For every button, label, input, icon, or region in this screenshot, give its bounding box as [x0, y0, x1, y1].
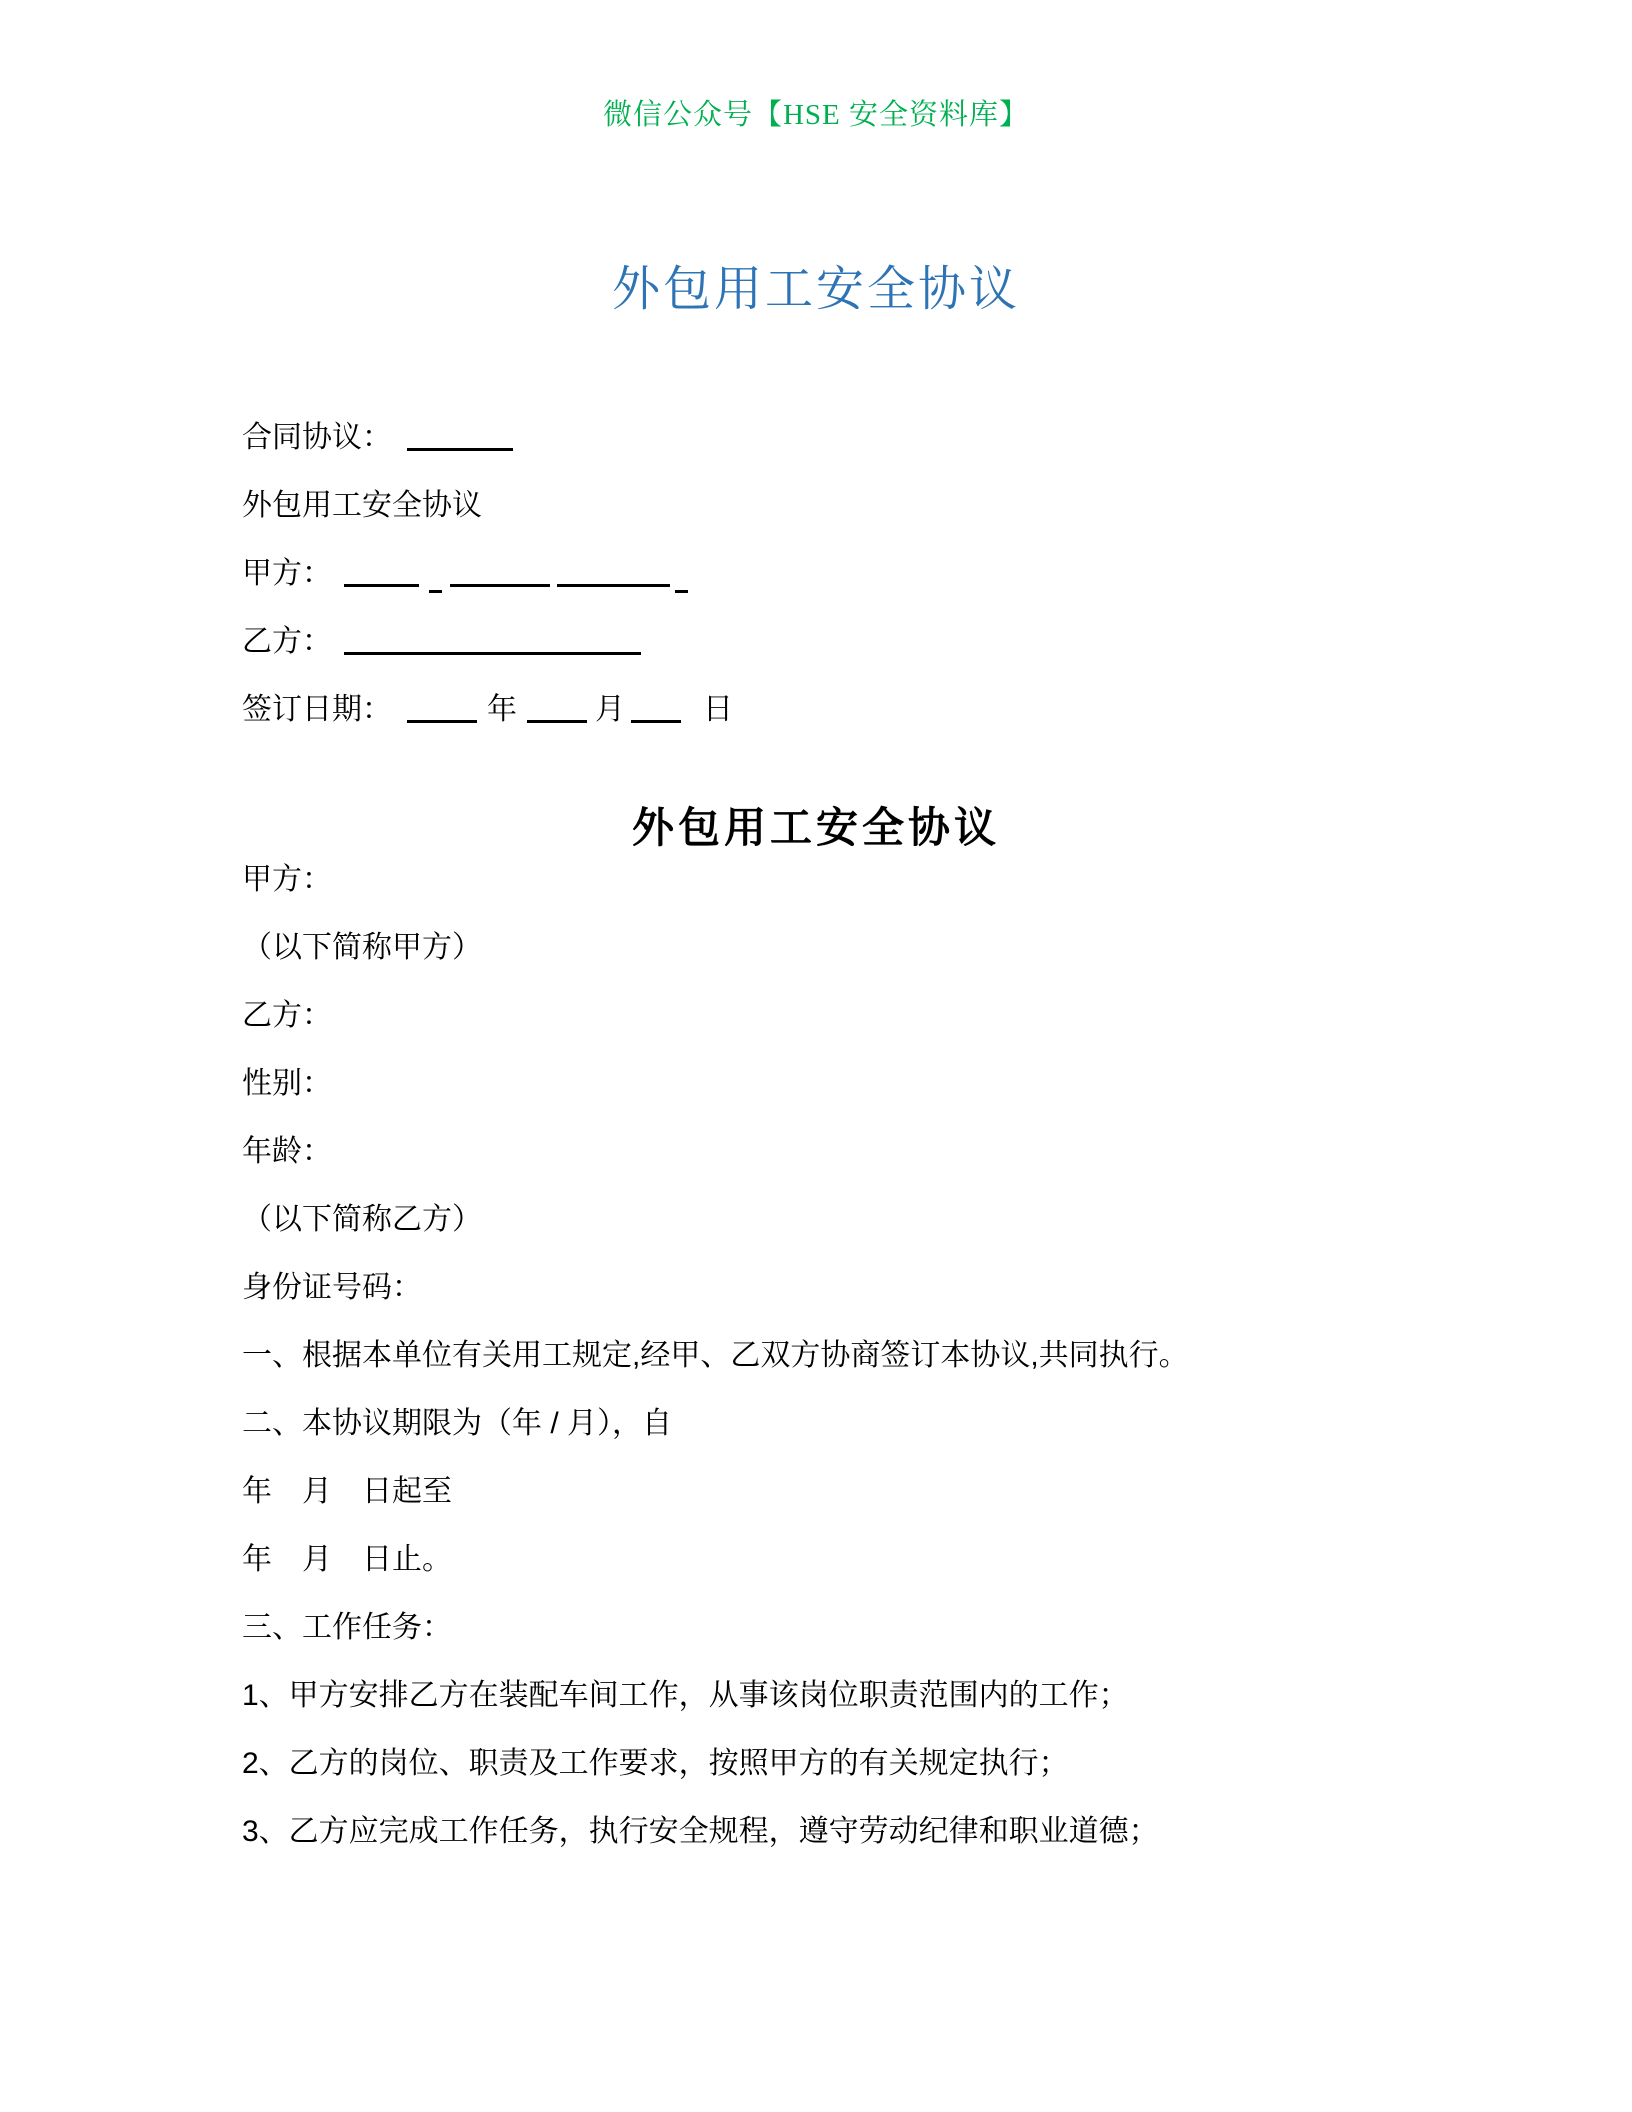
- blank-underline: [407, 448, 513, 451]
- age-field-line: 年龄：: [242, 1135, 332, 1168]
- task-item-1-line: 1、甲方安排乙方在装配车间工作，从事该岗位职责范围内的工作；: [242, 1679, 1129, 1712]
- id-number-field-line: 身份证号码：: [242, 1271, 422, 1304]
- body-block: [242, 846, 1572, 1866]
- blank-underline: [675, 590, 688, 593]
- party-a-alias-line: （以下简称甲方）: [242, 931, 482, 964]
- date-from-line: 年 月 日起至: [242, 1475, 452, 1508]
- task-item-3-line: 3、乙方应完成工作任务，执行安全规程，遵守劳动纪律和职业道德；: [242, 1815, 1159, 1848]
- party-b-line: [242, 608, 733, 676]
- blank-underline: [407, 720, 477, 723]
- clause-3-line: 三、工作任务：: [242, 1611, 452, 1644]
- blank-underline: [557, 584, 670, 587]
- party-b-field-line: 乙方：: [242, 999, 332, 1032]
- blank-underline: [450, 584, 550, 587]
- blank-underline: [631, 720, 681, 723]
- day-label: 日: [703, 693, 733, 726]
- sign-date-label: 签订日期：: [242, 693, 392, 726]
- document-title: 外包用工安全协议: [611, 263, 1020, 316]
- clause-1-line: 一、根据本单位有关用工规定,经甲、乙双方协商签订本协议,共同执行。: [242, 1339, 1189, 1372]
- blank-underline: [344, 652, 641, 655]
- party-b-label: 乙方：: [242, 625, 332, 658]
- intro-block: [242, 404, 733, 744]
- month-label: 月: [595, 693, 625, 726]
- contract-agreement-label: 合同协议：: [242, 421, 392, 454]
- gender-field-line: 性别：: [242, 1067, 332, 1100]
- wechat-account-header: 微信公众号【HSE 安全资料库】: [602, 99, 1030, 131]
- intro-subtitle-line: [242, 472, 733, 540]
- blank-underline: [429, 590, 442, 593]
- year-label: 年: [487, 693, 517, 726]
- clause-2-line: 二、本协议期限为（年 / 月），自: [242, 1407, 673, 1440]
- party-a-label: 甲方：: [242, 557, 332, 590]
- section-heading: 外包用工安全协议: [631, 806, 1000, 852]
- intro-subtitle: 外包用工安全协议: [242, 489, 482, 522]
- party-a-field-line: 甲方：: [242, 863, 332, 896]
- blank-underline: [527, 720, 587, 723]
- task-item-2-line: 2、乙方的岗位、职责及工作要求，按照甲方的有关规定执行；: [242, 1747, 1069, 1780]
- date-to-line: 年 月 日止。: [242, 1543, 452, 1576]
- sign-date-line: [242, 676, 733, 744]
- party-b-alias-line: （以下简称乙方）: [242, 1203, 482, 1236]
- blank-underline: [344, 584, 419, 587]
- contract-agreement-line: [242, 404, 733, 472]
- party-a-line: [242, 540, 733, 608]
